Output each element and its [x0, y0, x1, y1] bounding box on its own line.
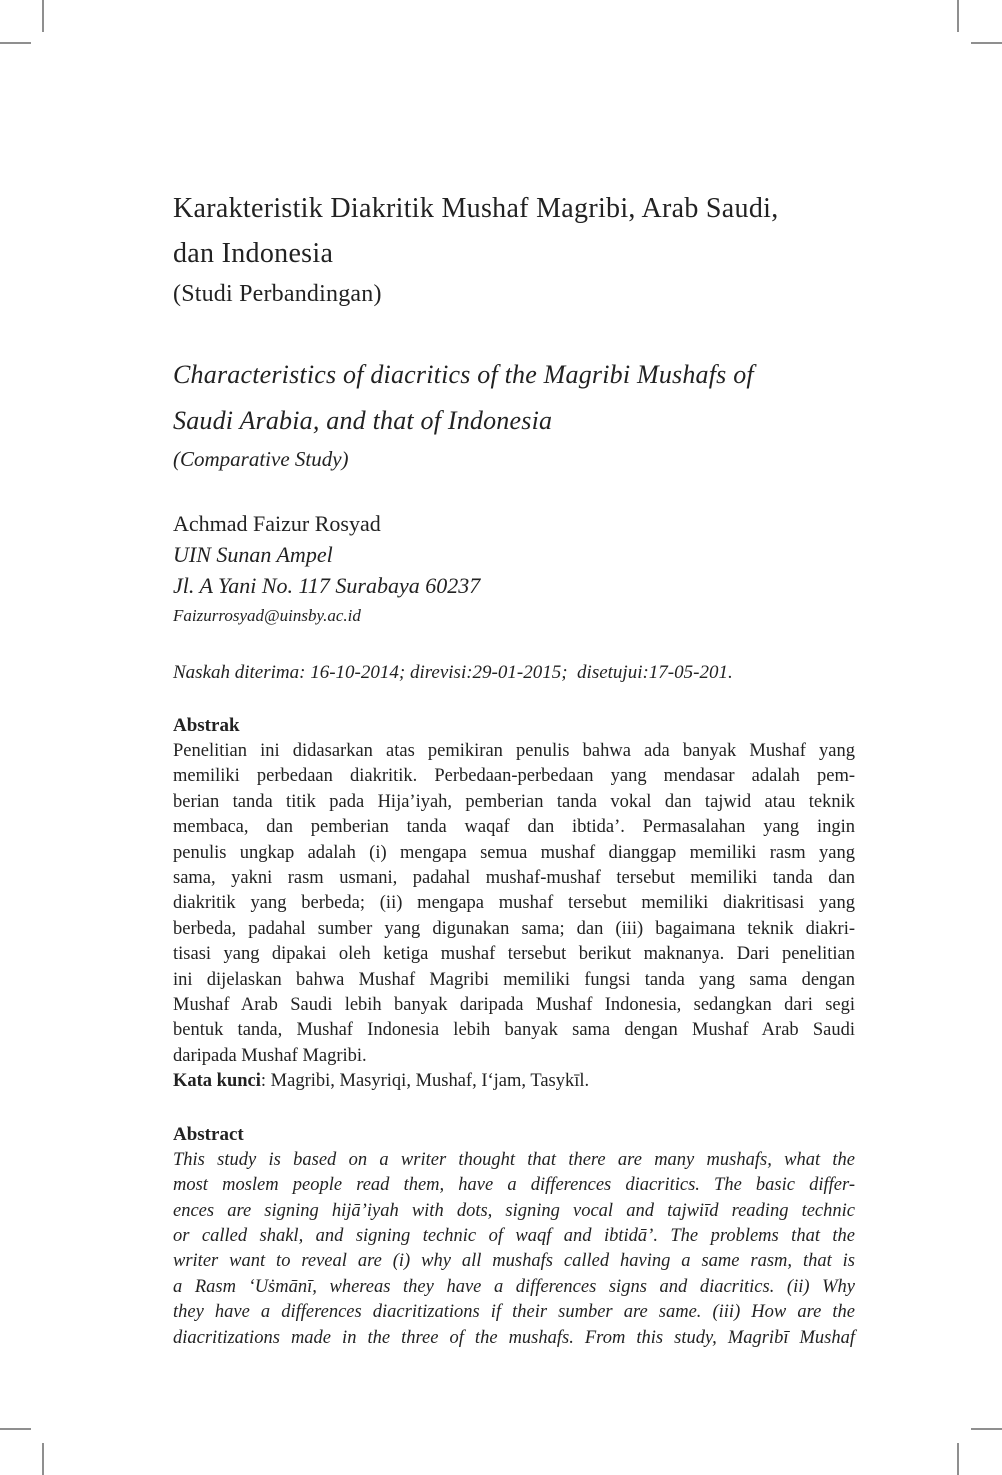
text-line: bentuk tanda, Mushaf Indonesia lebih banyak sama dengan Mushaf Arab Saudi [173, 1020, 855, 1041]
crop-mark-top-right-horizontal [971, 42, 1002, 44]
article-subtitle-indonesian: (Studi Perbandingan) [173, 281, 382, 307]
crop-mark-bottom-right-horizontal [971, 1428, 1002, 1430]
text-line: writer want to reveal are (i) why all mushafs called having a same rasm, that is [173, 1251, 855, 1272]
crop-mark-bottom-left-vertical [42, 1443, 44, 1475]
abstract-heading: Abstract [173, 1123, 244, 1145]
text-line: diacritizations made in the three of the mushafs. From this study, Magribī Mushaf [173, 1327, 855, 1348]
text-line: Penelitian ini didasarkan atas pemikiran penulis bahwa ada banyak Mushaf yang [173, 741, 855, 761]
keywords-line [173, 1069, 855, 1094]
text-line: Saudi Arabia, and that of Indonesia [173, 406, 553, 435]
author-name: Achmad Faizur Rosyad [173, 511, 381, 536]
text-line: Mushaf Arab Saudi lebih banyak daripada Mushaf Indonesia, sedangkan dari segi [173, 995, 855, 1016]
abstract-paragraph [173, 1148, 855, 1351]
text-line: a Rasm ʻUṡmānī, whereas they have a differences signs and diacritics. (ii) Why [173, 1276, 855, 1297]
keywords-label: Kata kunci [173, 1071, 261, 1092]
text-line: sama, yakni rasm usmani, padahal mushaf-mushaf tersebut memiliki tanda dan [173, 868, 855, 889]
text-line: Characteristics of diacritics of the Magribi Mushafs of [173, 360, 754, 389]
text-line: tisasi yang dipakai oleh ketiga mushaf tersebut berikut maknanya. Dari penelitian [173, 944, 855, 965]
abstrak-heading: Abstrak [173, 715, 240, 736]
article-subtitle-english: (Comparative Study) [173, 447, 349, 471]
text-line: This study is based on a writer thought that there are many mushafs, what the [173, 1149, 855, 1170]
crop-mark-bottom-left-horizontal [0, 1428, 31, 1430]
text-line: berian tanda titik pada Hija’iyah, pemberian tanda vokal dan tajwid atau teknik [173, 791, 855, 812]
text-line: most moslem people read them, have a differences diacritics. The basic differ- [173, 1175, 855, 1196]
text-line: Karakteristik Diakritik Mushaf Magribi, Arab Saudi, [173, 193, 779, 224]
text-line: berbeda, padahal sumber yang digunakan sama; dan (iii) bagaimana teknik diakri- [173, 918, 855, 939]
article-title-english [173, 352, 855, 444]
crop-mark-top-left-horizontal [0, 42, 31, 44]
crop-mark-bottom-right-vertical [957, 1443, 959, 1475]
text-line: ences are signing hijā’iyah with dots, signing vocal and tajwiīd reading technic [173, 1200, 855, 1221]
article-front-matter [173, 0, 855, 1351]
author-block [173, 508, 855, 631]
text-line: dan Indonesia [173, 238, 334, 269]
text-line: memiliki perbedaan diakritik. Perbedaan-perbedaan yang mendasar adalah pem- [173, 766, 855, 787]
crop-mark-top-left-vertical [42, 0, 44, 32]
text-line: penulis ungkap adalah (i) mengapa semua mushaf dianggap memiliki rasm yang [173, 842, 855, 863]
text-line: ini dijelaskan bahwa Mushaf Magribi memiliki fungsi tanda yang sama dengan [173, 969, 855, 990]
crop-mark-top-right-vertical [957, 0, 959, 32]
abstrak-paragraph [173, 739, 855, 1069]
manuscript-history: Naskah diterima: 16-10-2014; direvisi:29-01-2015; disetujui:17-05-201. [173, 662, 733, 683]
text-line: or called shakl, and signing technic of waqf and ibtidā’. The problems that the [173, 1225, 855, 1246]
text-line: diakritik yang berbeda; (ii) mengapa mushaf tersebut memiliki diakritisasi yang [173, 893, 855, 914]
author-email: Faizurrosyad@uinsby.ac.id [173, 606, 361, 625]
text-line: membaca, dan pemberian tanda waqaf dan ibtida’. Permasalahan yang ingin [173, 817, 855, 838]
article-title-indonesian [173, 186, 855, 276]
keywords-text: : Magribi, Masyriqi, Mushaf, Iʻjam, Tasykīl. [260, 1071, 590, 1092]
author-affiliation: UIN Sunan Ampel [173, 542, 333, 567]
text-line: daripada Mushaf Magribi. [173, 1045, 367, 1066]
text-line: they have a differences diacritizations if their sumber are same. (iii) How are the [173, 1302, 855, 1323]
author-address: Jl. A Yani No. 117 Surabaya 60237 [173, 573, 481, 598]
